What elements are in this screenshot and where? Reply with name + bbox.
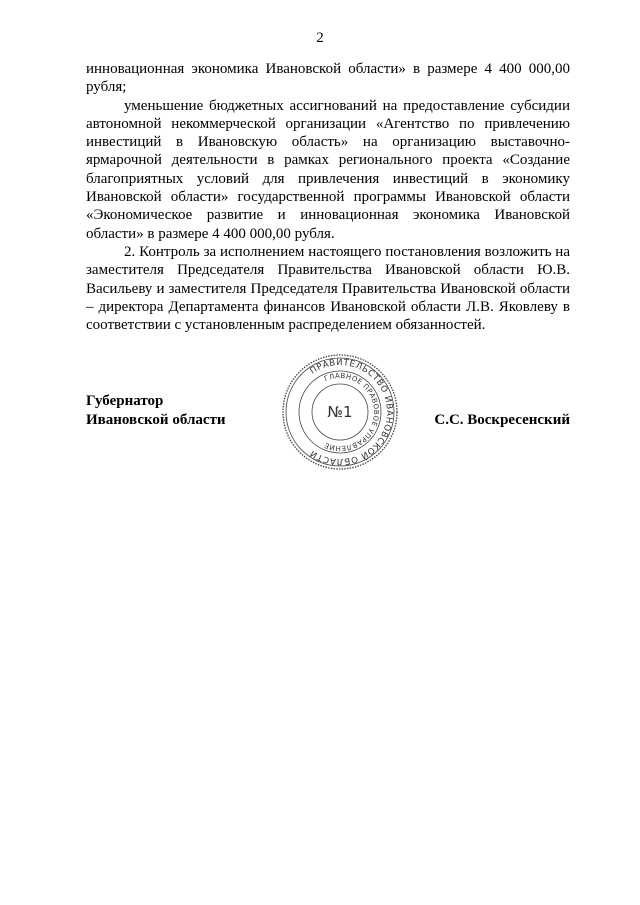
paragraph-3: 2. Контроль за исполнением настоящего постановления возложить на заместителя Председателя Правительства Ивановской области Ю.В. Васильеву и заместителя Председателя Правительства Ивановской области – директора Департамента финансов Ивановской области Л.В. Яковлеву в соответствии с установленным распределением обязанностей. [86, 243, 570, 334]
signature-title [86, 392, 226, 430]
signature-title-line1: Губернатор [86, 393, 164, 409]
seal-outer-text: ПРАВИТЕЛЬСТВО ИВАНОВСКОЙ ОБЛАСТИ [308, 357, 395, 467]
seal-inner-text: ГЛАВНОЕ ПРАВОВОЕ УПРАВЛЕНИЕ [323, 371, 381, 453]
signer-name: С.С. Воскресенский [434, 412, 570, 428]
paragraph-2: уменьшение бюджетных ассигнований на предоставление субсидии автономной некоммерческой организации «Агентство по привлечению инвестиций в Ивановскую область» на организацию выставочно-ярмарочной деятельности в рамках регионального проекта «Создание благоприятных условий для привлечения инвестиций в экономику Ивановской области» государственной программы Ивановской области «Экономическое развитие и инновационная экономика Ивановской области» в размере 4 400 000,00 рубля. [86, 97, 570, 242]
paragraph-1: инновационная экономика Ивановской области» в размере 4 400 000,00 рубля; [86, 61, 570, 96]
page-number: 2 [316, 30, 324, 46]
document-body [86, 60, 570, 334]
official-seal-stamp [280, 352, 400, 472]
signature-title-line2: Ивановской области [86, 412, 226, 428]
seal-center-number: №1 [327, 403, 353, 421]
